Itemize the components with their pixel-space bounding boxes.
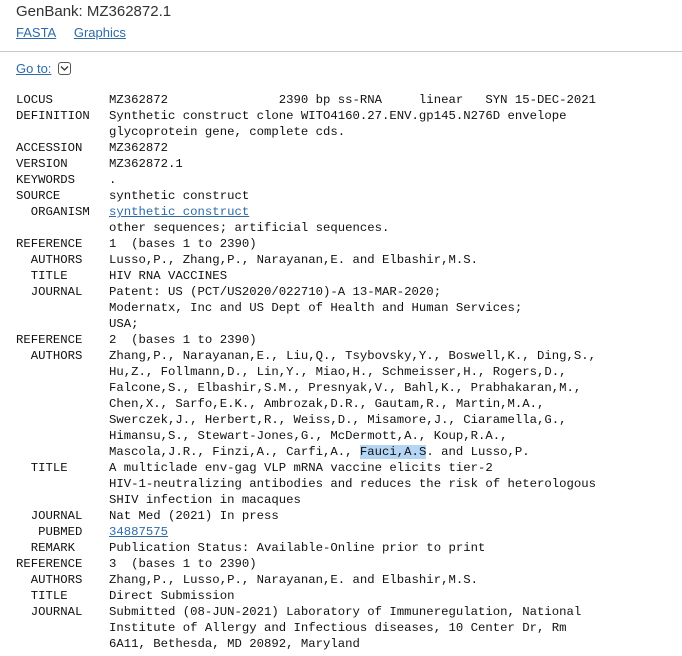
graphics-link[interactable]: Graphics (73, 25, 126, 40)
goto-label[interactable]: Go to: (16, 61, 52, 76)
selected-text[interactable]: Fauci,A.S (359, 445, 427, 459)
goto-menu[interactable] (16, 61, 71, 76)
version-value: MZ362872.1 (109, 157, 183, 171)
page-title: GenBank: MZ362872.1 (16, 3, 172, 20)
format-links (16, 25, 140, 40)
fasta-link[interactable]: FASTA (16, 25, 57, 40)
goto-dropdown-button[interactable] (58, 62, 71, 75)
genbank-record: LOCUS MZ362872 2390 bp ss-RNA linear SYN 15-DEC-2021 DEFINITION Synthetic construct clone WITO4160.27.ENV.gp145.N276D envelope glycoprotein gene, complete cds. ACCESSION MZ362872 VERSION MZ362872.1 KEYWORDS . SOURCE synthetic construct ORGANISM synthetic construct other sequences; artificial sequences. REFERENCE 1 (bases 1 to 2390) AUTHORS Lusso,P., Zhang,P., Narayanan,E. and Elbashir,M.S. TITLE HIV RNA VACCINES JOURNAL Patent: US (PCT/US2020/022710)-A 13-MAR-2020; Modernatx, Inc and US Dept of Health and Human Services; USA; REFERENCE 2 (bases 1 to 2390) AUTHORS Zhang,P., Narayanan,E., Liu,Q., Tsybovsky,Y., Boswell,K., Ding,S., Hu,Z., Follmann,D., Lin,Y., Miao,H., Schmeisser,H., Rogers,D., Falcone,S., Elbashir,S.M., Presnyak,V., Bahl,K., Prabhakaran,M., Chen,X., Sarfo,E.K., Ambrozak,D.R., Gautam,R., Martin,M.A., Swerczek,J., Herbert,R., Weiss,D., Misamore,J., Ciaramella,G., Himansu,S., Stewart-Jones,G., McDermott,A., Koup,R.A., Mascola,J.R., Finzi,A., Carfi,A., Fauci,A.S. and Lusso,P. TITLE A multiclade env-gag VLP mRNA vaccine elicits tier-2 HIV-1-neutralizing antibodies and reduces the risk of heterologous SHIV infection in macaques JOURNAL Nat Med (2021) In press PUBMED 34887575 REMARK Publication Status: Available-Online prior to print REFERENCE 3 (bases 1 to 2390) AUTHORS Zhang,P., Lusso,P., Narayanan,E. and Elbashir,M.S. TITLE Direct Submission JOURNAL Submitted (08-JUN-2021) Laboratory of Immuneregulation, National Institute of Allergy and Infectious diseases, 10 Center Dr, Rm 6A11, Bethesda, MD 20892, Maryland (16, 93, 597, 651)
pubmed-link[interactable]: 34887575 (109, 525, 169, 539)
divider (0, 51, 682, 52)
organism-link[interactable]: synthetic construct (109, 205, 250, 219)
accession-value: MZ362872 (109, 141, 169, 155)
locus-value: MZ362872 2390 bp ss-RNA linear SYN 15-DEC-2021 (109, 93, 597, 107)
chevron-down-icon (60, 65, 69, 72)
